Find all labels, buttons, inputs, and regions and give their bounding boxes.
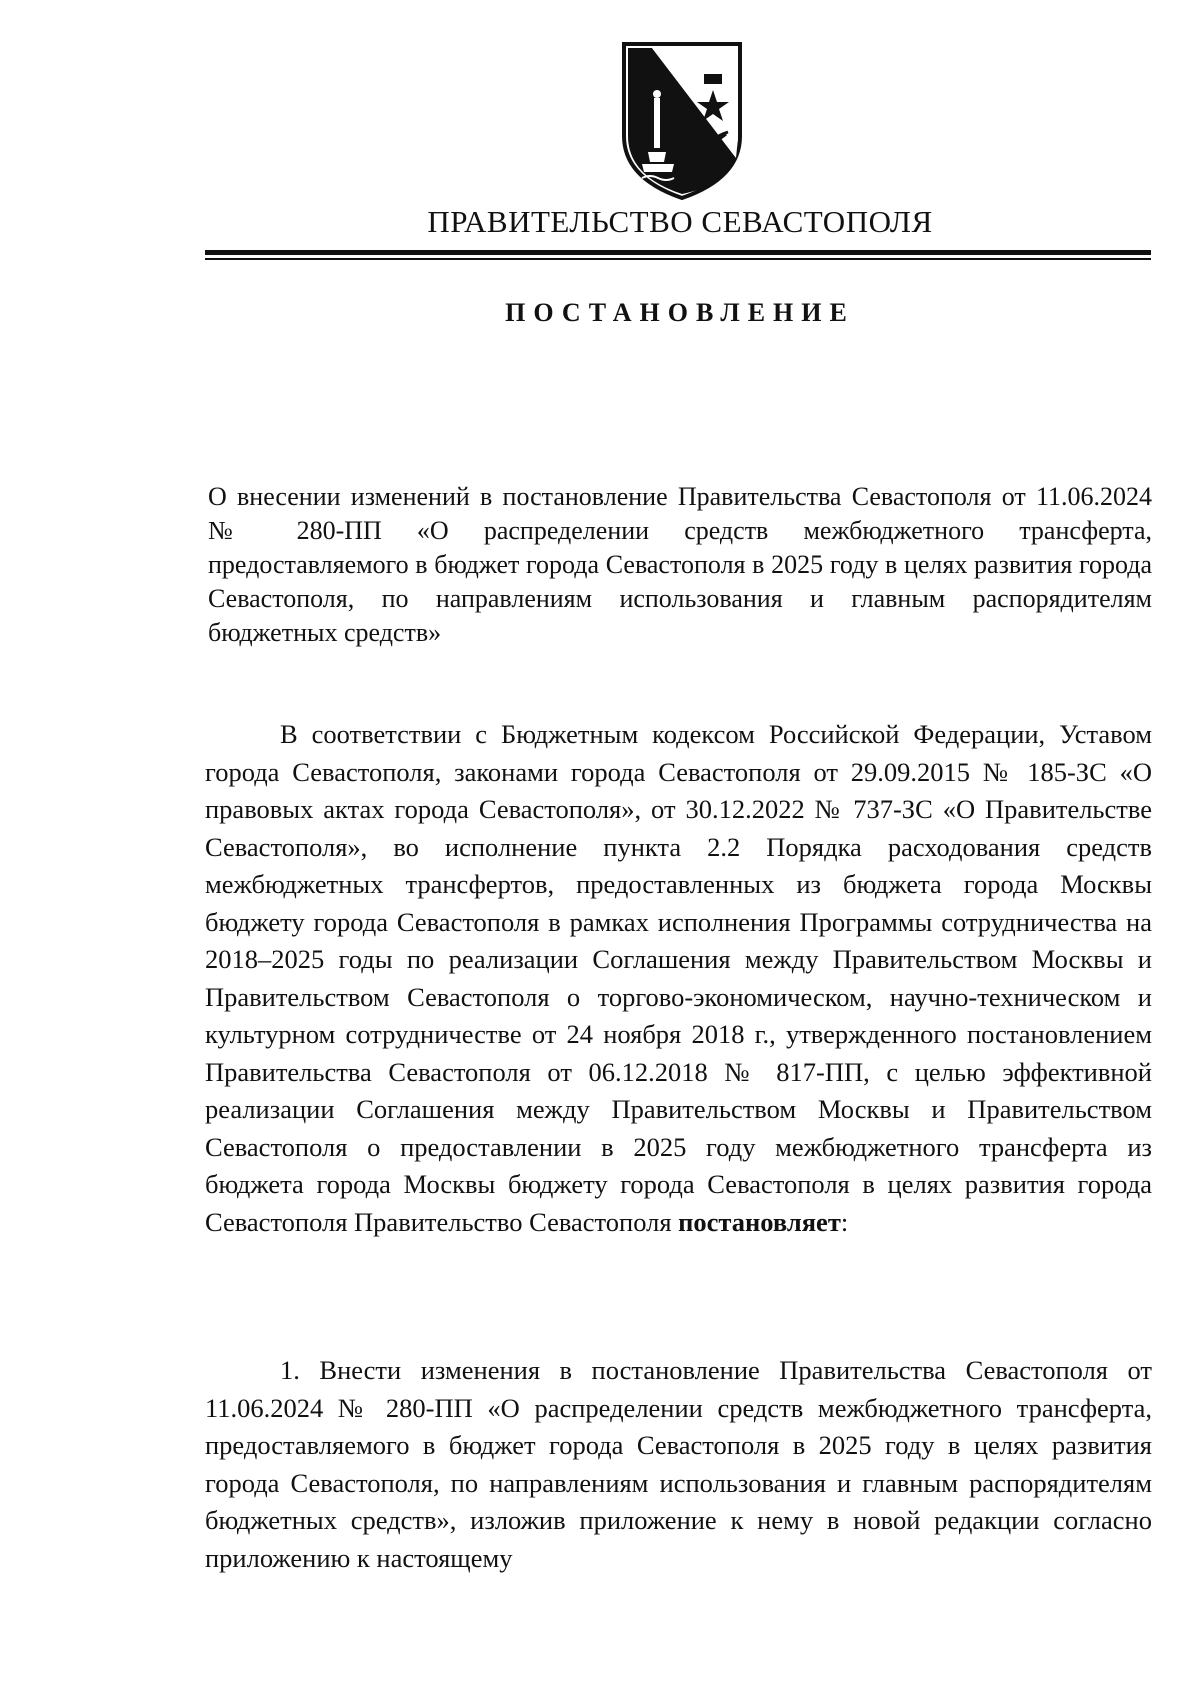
clause-1: 1. Внести изменения в постановление Правительства Севастополя от 11.06.2024 № 280-ПП «О распределении средств межбюджетного трансферта, предоставляемого в бюджет города Севастополя в 2025 году в целях развития города Севастополя, по направлениям использования и главным распорядителям бюджетных средств», изложив приложение к нему в новой редакции согласно приложению к настоящему (205, 1355, 1152, 1573)
sevastopol-coat-of-arms-icon (618, 40, 746, 202)
header-rule-thin (205, 258, 1151, 260)
header-rule-thick (205, 250, 1151, 255)
document-subject: О внесении изменений в постановление Правительства Севастополя от 11.06.2024 № 280-ПП «О распределении средств межбюджетного трансферта, предоставляемого в бюджет города Севастополя в 2025 году в целях развития города Севастополя, по направлениям использования и главным распорядителям бюджетных средств» (208, 482, 1152, 647)
preamble-paragraph (205, 716, 1152, 1241)
decision-word: постановляет (678, 1206, 841, 1237)
decision-colon: : (840, 1206, 849, 1237)
organization-name: ПРАВИТЕЛЬСТВО СЕВАСТОПОЛЯ (427, 204, 933, 239)
preamble-text: В соответствии с Бюджетным кодексом Российской Федерации, Уставом города Севастополя, законами города Севастополя от 29.09.2015 № 185-ЗС «О правовых актах города Севастополя», от 30.12.2022 № 737-ЗС «О Правительстве Севастополя», во исполнение пункта 2.2 Порядка расходования средств межбюджетных трансфертов, предоставленных из бюджета города Москвы бюджету города Севастополя в рамках исполнения Программы сотрудничества на 2018–2025 годы по реализации Соглашения между Правительством Москвы и Правительством Севастополя о торгово-экономическом, научно-техническом и культурном сотрудничестве от 24 ноября 2018 г., утвержденного постановлением Правительства Севастополя от 06.12.2018 № 817-ПП, с целью эффективной реализации Соглашения между Правительством Москвы и Правительством Севастополя о предоставлении в 2025 году межбюджетного трансферта из бюджета города Москвы бюджету города Севастополя в целях развития города Севастополя Правительство Севастополя (205, 719, 1152, 1237)
document-type-heading: ПОСТАНОВЛЕНИЕ (505, 298, 855, 327)
